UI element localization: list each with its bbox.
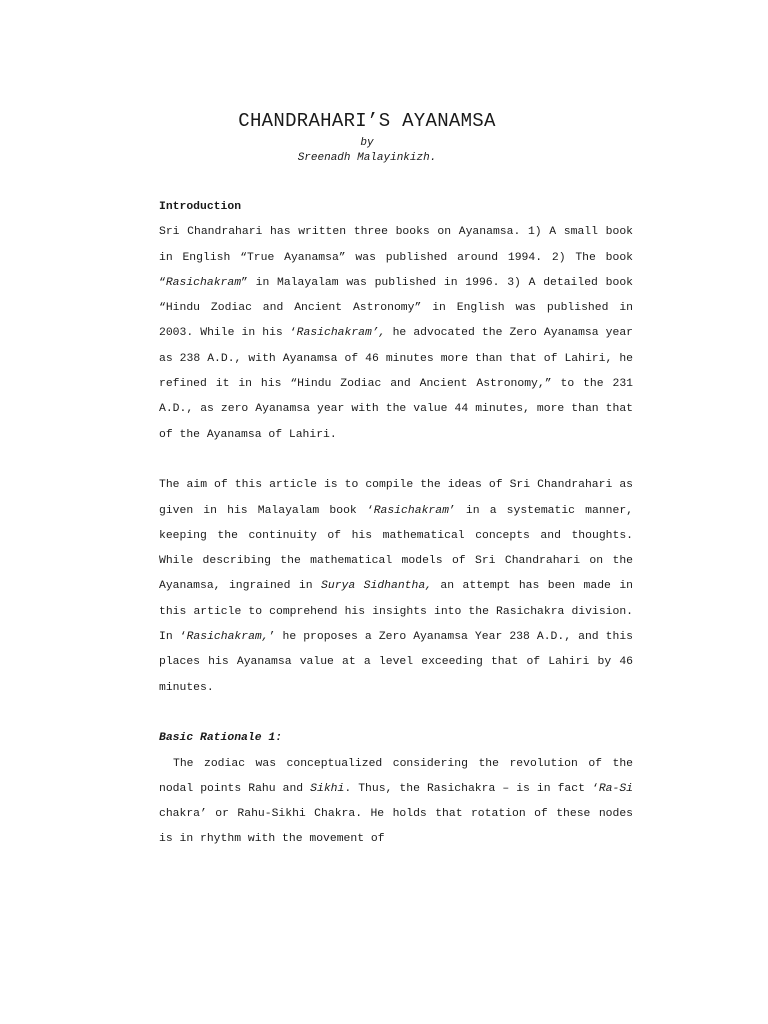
paragraph-introduction-2 <box>159 473 633 701</box>
italic-run: Surya Sidhantha, <box>321 580 432 593</box>
italic-run: Sikhi <box>310 782 345 795</box>
text-run: Sri Chandrahari has written three books on Ayanamsa. 1) A small book in English “True Ayanamsa” was published around 1994. 2) The book “ <box>159 226 633 289</box>
text-run: The zodiac was conceptualized considering the revolution of the nodal points Rahu and <box>159 757 633 795</box>
text-run: ” in Malayalam was published in 1996. 3) A detailed book “Hindu Zodiac and Ancient Astronomy” in English was published in 2003. While in his ‘ <box>159 276 633 340</box>
byline: by <box>360 137 374 149</box>
text-run: he advocated the Zero Ayanamsa year as 238 A.D., with Ayanamsa of 46 minutes more than that of Lahiri, he refined it in his “Hindu Zodiac and Ancient Astronomy,” to the 231 A.D., as zero Ayanamsa year with the value 44 minutes, more than that of the Ayanamsa of Lahiri. <box>159 327 634 441</box>
italic-run: Rasichakram, <box>186 631 269 644</box>
paragraph-gap <box>159 701 633 726</box>
paragraph-rationale-1 <box>159 752 633 853</box>
paragraph-gap <box>159 448 633 473</box>
title-block <box>0 108 734 166</box>
text-run: chakra’ or Rahu-Sikhi Chakra. He holds that rotation of these nodes is in rhythm with the movement of <box>159 808 633 846</box>
italic-run: Rasichakram’, <box>296 327 386 340</box>
document-body <box>159 195 633 853</box>
text-run: . Thus, the Rasichakra – is in fact ‘ <box>344 782 599 795</box>
italic-run: Rasichakram <box>373 504 449 517</box>
text-run: an attempt has been made in this article to comprehend his insights into the Rasichakra division. In ‘ <box>159 580 633 644</box>
text-run: ’ he proposes a Zero Ayanamsa Year 238 A.D., and this places his Ayanamsa value at a level exceeding that of Lahiri by 46 minutes. <box>159 631 634 694</box>
text-run: The aim of this article is to compile the ideas of Sri Chandrahari as given in his Malayalam book ‘ <box>159 479 633 517</box>
italic-run: Ra-Si <box>598 782 633 795</box>
document-title: CHANDRAHARI’S AYANAMSA <box>238 110 496 132</box>
author-name: Sreenadh Malayinkizh. <box>297 152 437 164</box>
text-run: ’ in a systematic manner, keeping the continuity of his mathematical concepts and thoughts. While describing the mathematical models of Sri Chandrahari on the Ayanamsa, ingrained in <box>159 504 633 593</box>
section-heading-rationale-1: Basic Rationale 1: <box>159 732 283 745</box>
paragraph-introduction-1 <box>159 220 633 448</box>
section-heading-introduction: Introduction <box>159 201 242 213</box>
italic-run: Rasichakram <box>165 276 242 289</box>
